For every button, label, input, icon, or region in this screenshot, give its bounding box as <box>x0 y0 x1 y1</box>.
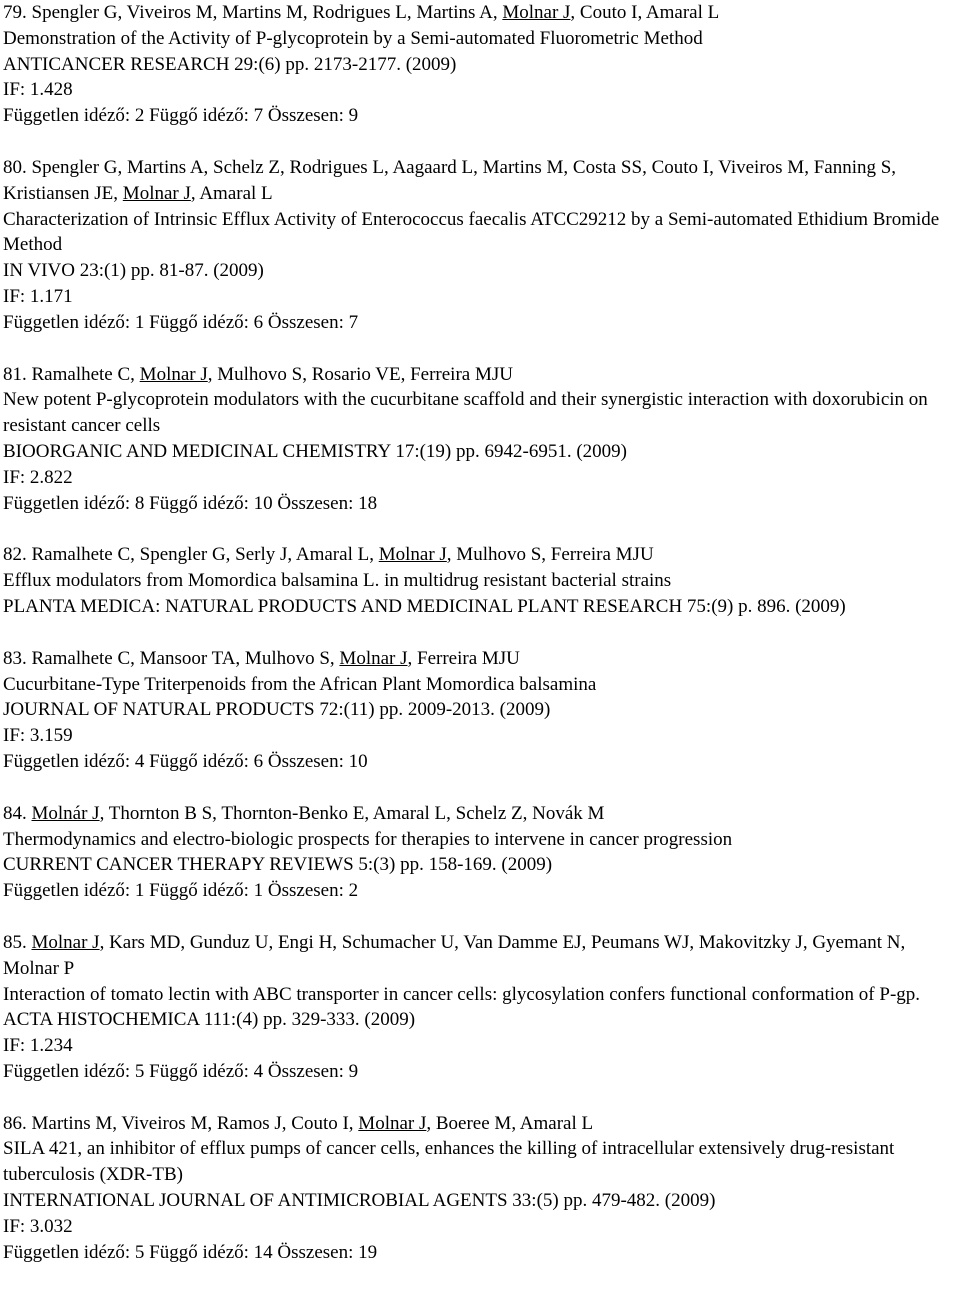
entry-authors <box>3 155 957 207</box>
authors-text: , Boeree M, Amaral L <box>426 1112 594 1134</box>
authors-text: , Amaral L <box>190 182 273 204</box>
publication-entry <box>3 930 957 1085</box>
entry-title: Characterization of Intrinsic Efflux Activity of Enterococcus faecalis ATCC29212 by a Semi-automated Ethidium Bromide Method <box>3 208 940 256</box>
entry-impact-factor: IF: 3.159 <box>3 725 73 747</box>
entry-title: New potent P-glycoprotein modulators with the cucurbitane scaffold and their synergistic interaction with doxorubicin on resistant cancer cells <box>3 389 928 437</box>
entry-impact-factor: IF: 1.234 <box>3 1035 73 1057</box>
highlighted-author: Molnar J <box>339 647 408 669</box>
entry-authors <box>3 646 957 672</box>
publication-entry <box>3 646 957 775</box>
entry-spacer <box>3 620 957 646</box>
entry-spacer <box>3 129 957 155</box>
entry-journal: PLANTA MEDICA: NATURAL PRODUCTS AND MEDICINAL PLANT RESEARCH 75:(9) p. 896. (2009) <box>3 595 846 617</box>
authors-text: 86. Martins M, Viveiros M, Ramos J, Couto I, <box>3 1112 359 1134</box>
entry-spacer <box>3 336 957 362</box>
entry-citations: Független idéző: 1 Függő idéző: 1 Összesen: 2 <box>3 880 359 902</box>
publication-entry <box>3 362 957 517</box>
entry-journal: INTERNATIONAL JOURNAL OF ANTIMICROBIAL AGENTS 33:(5) pp. 479-482. (2009) <box>3 1190 716 1212</box>
highlighted-author: Molnar J <box>139 363 208 385</box>
entry-spacer <box>3 516 957 542</box>
entry-journal: CURRENT CANCER THERAPY REVIEWS 5:(3) pp. 158-169. (2009) <box>3 854 553 876</box>
entry-spacer <box>3 1085 957 1111</box>
entry-authors <box>3 930 957 982</box>
authors-text: 85. <box>3 931 32 953</box>
entry-authors <box>3 1111 957 1137</box>
highlighted-author: Molnar J <box>378 544 447 566</box>
highlighted-author: Molnar J <box>358 1112 427 1134</box>
highlighted-author: Molnar J <box>31 931 100 953</box>
authors-text: , Ferreira MJU <box>407 647 520 669</box>
entry-title: Efflux modulators from Momordica balsamina L. in multidrug resistant bacterial strains <box>3 570 672 592</box>
authors-text: 82. Ramalhete C, Spengler G, Serly J, Amaral L, <box>3 544 379 566</box>
authors-text: , Thornton B S, Thornton-Benko E, Amaral L, Schelz Z, Novák M <box>99 802 605 824</box>
entry-journal: BIOORGANIC AND MEDICINAL CHEMISTRY 17:(19) pp. 6942-6951. (2009) <box>3 440 627 462</box>
entry-journal: ANTICANCER RESEARCH 29:(6) pp. 2173-2177. (2009) <box>3 53 457 75</box>
entry-authors <box>3 362 957 388</box>
entry-impact-factor: IF: 3.032 <box>3 1215 73 1237</box>
authors-text: 80. Spengler G, Martins A, Schelz Z, Rodrigues L, Aagaard L, Martins M, Costa SS, Couto I, Viveiros M, Fanning S, Kristiansen JE, <box>3 156 897 204</box>
entry-citations: Független idéző: 1 Függő idéző: 6 Összesen: 7 <box>3 311 359 333</box>
publication-entry <box>3 155 957 336</box>
entry-impact-factor: IF: 2.822 <box>3 466 73 488</box>
publication-entry <box>3 801 957 904</box>
authors-text: , Kars MD, Gunduz U, Engi H, Schumacher U, Van Damme EJ, Peumans WJ, Makovitzky J, Gyemant N, Molnar P <box>3 931 906 979</box>
entry-impact-factor: IF: 1.428 <box>3 79 73 101</box>
authors-text: , Couto I, Amaral L <box>570 2 720 23</box>
entry-journal: JOURNAL OF NATURAL PRODUCTS 72:(11) pp. 2009-2013. (2009) <box>3 699 551 721</box>
entry-spacer <box>3 904 957 930</box>
entry-journal: ACTA HISTOCHEMICA 111:(4) pp. 329-333. (2009) <box>3 1009 416 1031</box>
entry-journal: IN VIVO 23:(1) pp. 81-87. (2009) <box>3 260 264 282</box>
publication-entry <box>3 1111 957 1266</box>
authors-text: 81. Ramalhete C, <box>3 363 140 385</box>
entry-citations: Független idéző: 5 Függő idéző: 14 Összesen: 19 <box>3 1241 378 1263</box>
authors-text: , Mulhovo S, Rosario VE, Ferreira MJU <box>207 363 513 385</box>
authors-text: , Mulhovo S, Ferreira MJU <box>446 544 654 566</box>
authors-text: 79. Spengler G, Viveiros M, Martins M, Rodrigues L, Martins A, <box>3 2 503 23</box>
authors-text: 83. Ramalhete C, Mansoor TA, Mulhovo S, <box>3 647 340 669</box>
publication-entry <box>3 542 957 619</box>
authors-text: 84. <box>3 802 32 824</box>
entry-citations: Független idéző: 8 Függő idéző: 10 Összesen: 18 <box>3 492 378 514</box>
highlighted-author: Molnar J <box>502 2 571 23</box>
entry-authors <box>3 801 957 827</box>
entry-title: Thermodynamics and electro-biologic prospects for therapies to intervene in cancer progression <box>3 828 733 850</box>
entry-authors <box>3 0 957 26</box>
entry-impact-factor: IF: 1.171 <box>3 285 73 307</box>
entry-title: Cucurbitane-Type Triterpenoids from the African Plant Momordica balsamina <box>3 673 597 695</box>
entry-title: SILA 421, an inhibitor of efflux pumps of cancer cells, enhances the killing of intracellular extensively drug-resistant tuberculosis (XDR-TB) <box>3 1138 895 1186</box>
entry-title: Interaction of tomato lectin with ABC transporter in cancer cells: glycosylation confers functional conformation of P-gp. <box>3 983 921 1005</box>
publication-entry <box>3 0 957 129</box>
entry-spacer <box>3 775 957 801</box>
highlighted-author: Molnar J <box>122 182 191 204</box>
entry-citations: Független idéző: 4 Függő idéző: 6 Összesen: 10 <box>3 750 368 772</box>
entry-citations: Független idéző: 2 Függő idéző: 7 Összesen: 9 <box>3 105 359 127</box>
entry-authors <box>3 542 957 568</box>
highlighted-author: Molnár J <box>31 802 100 824</box>
entry-title: Demonstration of the Activity of P-glycoprotein by a Semi-automated Fluorometric Method <box>3 27 703 49</box>
entry-citations: Független idéző: 5 Függő idéző: 4 Összesen: 9 <box>3 1060 359 1082</box>
